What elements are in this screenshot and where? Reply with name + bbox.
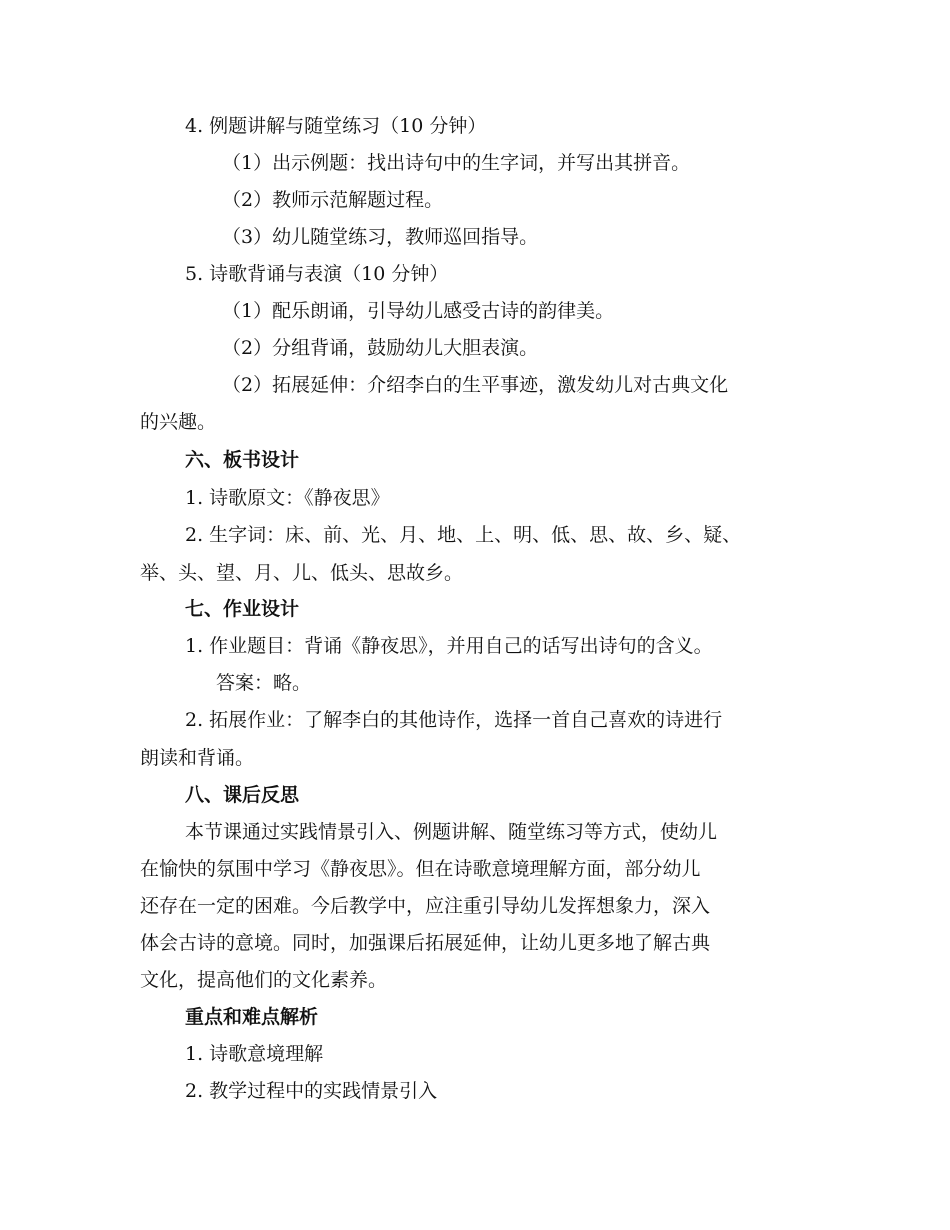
- list-item: 1. 诗歌原文：《静夜思》: [185, 487, 390, 509]
- list-item: 1. 诗歌意境理解: [185, 1043, 324, 1065]
- paragraph-line: 举、头、望、月、儿、低头、思故乡。: [140, 562, 464, 584]
- paragraph-line: 在愉快的氛围中学习《静夜思》。但在诗歌意境理解方面，部分幼儿: [140, 858, 701, 880]
- sub-item: （2）教师示范解题过程。: [222, 189, 444, 211]
- section-heading: 重点和难点解析: [185, 1006, 319, 1028]
- section-heading: 八、课后反思: [185, 784, 300, 806]
- sub-item: （2）分组背诵，鼓励幼儿大胆表演。: [222, 337, 539, 359]
- sub-item: （1）配乐朗诵，引导幼儿感受古诗的韵律美。: [222, 300, 615, 322]
- section-heading: 六、板书设计: [185, 449, 300, 471]
- list-item: 2. 拓展作业：了解李白的其他诗作，选择一首自己喜欢的诗进行: [185, 709, 723, 731]
- paragraph-line: 朗读和背诵。: [140, 747, 255, 769]
- list-item: 2. 生字词：床、前、光、月、地、上、明、低、思、故、乡、疑、: [185, 524, 742, 546]
- list-item-5: 5. 诗歌背诵与表演（10 分钟）: [185, 263, 449, 285]
- answer-line: 答案：略。: [216, 672, 312, 694]
- paragraph-line: 本节课通过实践情景引入、例题讲解、随堂练习等方式，使幼儿: [185, 821, 718, 843]
- sub-item: （3）幼儿随堂练习，教师巡回指导。: [222, 226, 539, 248]
- paragraph-line: 的兴趣。: [140, 411, 217, 433]
- paragraph-line: 还存在一定的困难。今后教学中，应注重引导幼儿发挥想象力，深入: [140, 895, 711, 917]
- paragraph-line: 体会古诗的意境。同时，加强课后拓展延伸，让幼儿更多地了解古典: [140, 932, 711, 954]
- list-item: 1. 作业题目：背诵《静夜思》，并用自己的话写出诗句的含义。: [185, 635, 713, 657]
- list-item: 2. 教学过程中的实践情景引入: [185, 1080, 438, 1102]
- list-item-4: 4. 例题讲解与随堂练习（10 分钟）: [185, 115, 487, 137]
- sub-item: （2）拓展延伸：介绍李白的生平事迹，激发幼儿对古典文化: [222, 374, 729, 396]
- section-heading: 七、作业设计: [185, 598, 300, 620]
- paragraph-line: 文化，提高他们的文化素养。: [140, 969, 388, 991]
- sub-item: （1）出示例题：找出诗句中的生字词，并写出其拼音。: [222, 152, 691, 174]
